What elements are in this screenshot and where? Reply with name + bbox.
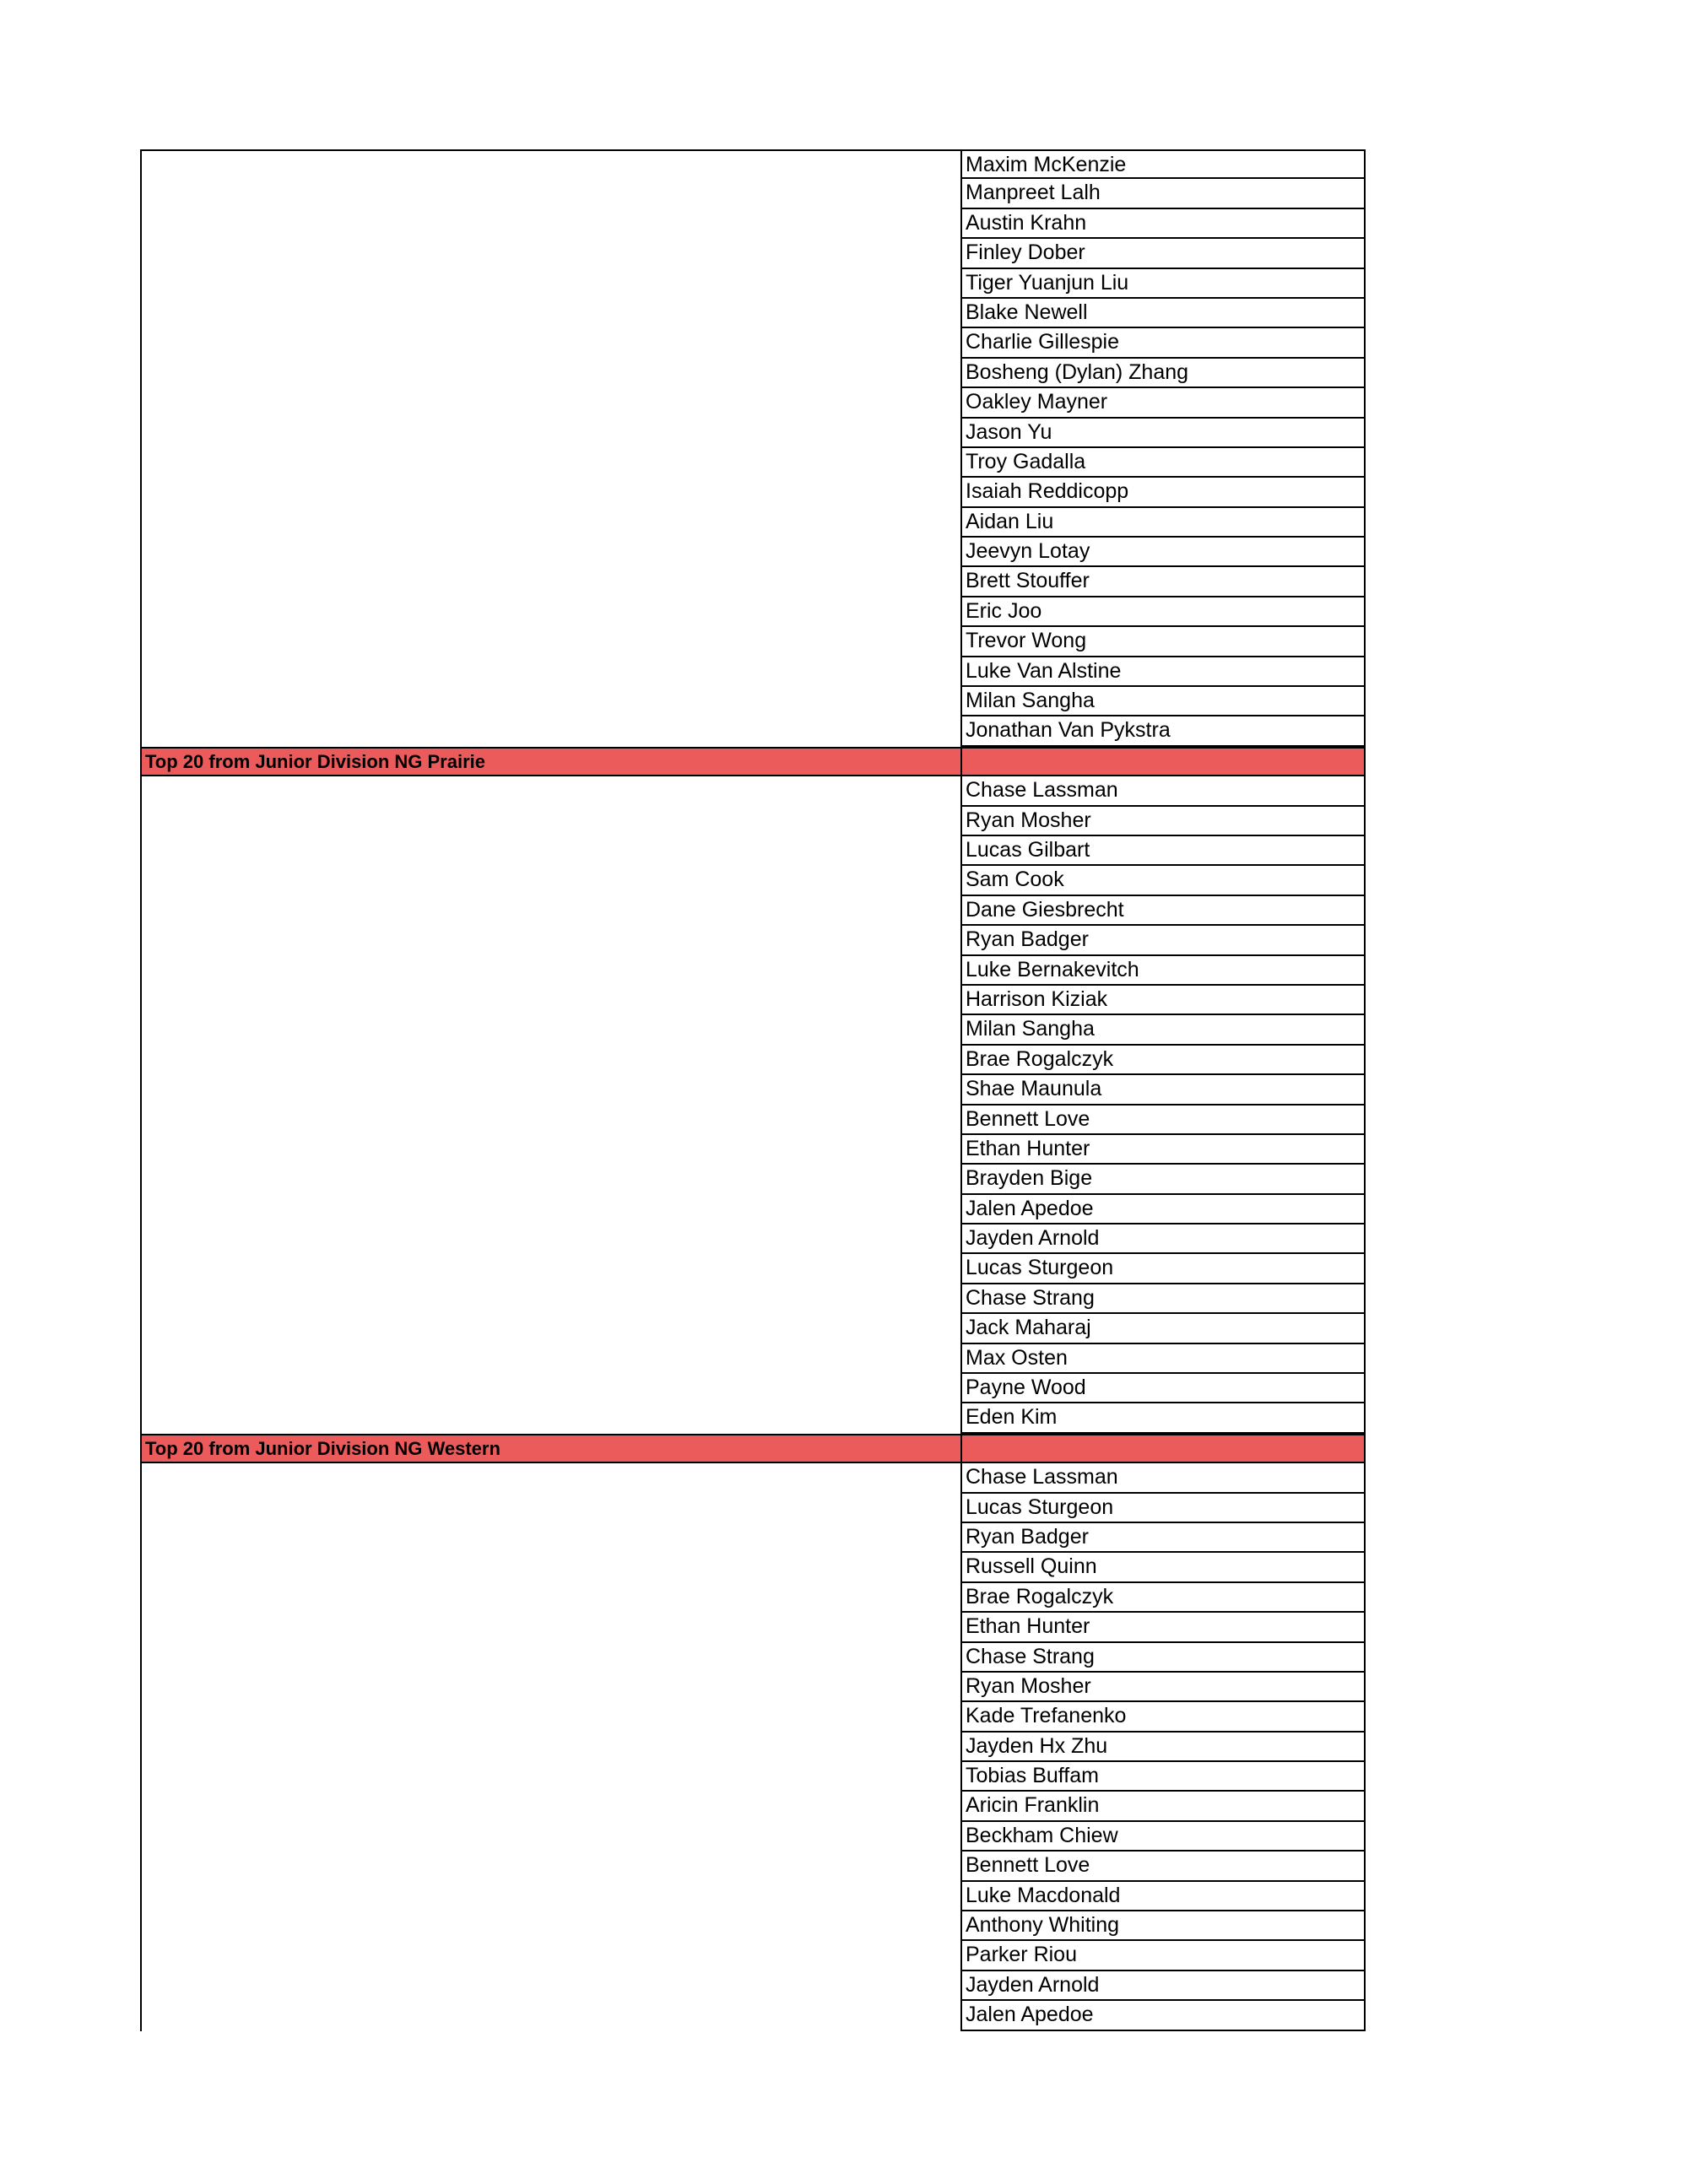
- player-name-cell: Eric Joo: [960, 597, 1366, 627]
- empty-cell: [140, 448, 960, 478]
- player-name-cell: Blake Newell: [960, 299, 1366, 328]
- empty-cell: [140, 328, 960, 358]
- empty-cell: [140, 1106, 960, 1135]
- empty-cell: [140, 1254, 960, 1284]
- player-name-cell: Kade Trefanenko: [960, 1702, 1366, 1732]
- empty-cell: [140, 419, 960, 448]
- table-row: [140, 1673, 1366, 1702]
- empty-cell: [140, 1702, 960, 1732]
- player-name-cell: Aricin Franklin: [960, 1792, 1366, 1821]
- table-row: [140, 1523, 1366, 1553]
- table-row: [140, 896, 1366, 926]
- empty-cell: [140, 2001, 960, 2030]
- table-row: [140, 926, 1366, 955]
- player-name-cell: Chase Lassman: [960, 776, 1366, 806]
- section-header-label: Top 20 from Junior Division NG Western: [140, 1435, 960, 1462]
- table-row: [140, 807, 1366, 836]
- table-row: [140, 1613, 1366, 1642]
- empty-cell: [140, 986, 960, 1015]
- table-row: [140, 239, 1366, 268]
- table-row: [140, 1015, 1366, 1045]
- player-name-cell: Brayden Bige: [960, 1165, 1366, 1194]
- empty-cell: [140, 179, 960, 208]
- table-row: [140, 716, 1366, 746]
- player-name-cell: Ethan Hunter: [960, 1135, 1366, 1165]
- table-row: [140, 1314, 1366, 1343]
- empty-cell: [140, 1882, 960, 1911]
- table-row: [140, 567, 1366, 597]
- player-name-cell: Payne Wood: [960, 1374, 1366, 1403]
- player-name-cell: Oakley Mayner: [960, 388, 1366, 418]
- table-row: [140, 1941, 1366, 1970]
- empty-cell: [140, 1941, 960, 1970]
- empty-cell: [140, 1852, 960, 1881]
- table-row: [140, 2001, 1366, 2030]
- player-name-cell: Jalen Apedoe: [960, 2001, 1366, 2030]
- player-name-cell: Lucas Sturgeon: [960, 1254, 1366, 1284]
- player-name-cell: Sam Cook: [960, 866, 1366, 895]
- player-name-cell: Chase Strang: [960, 1643, 1366, 1673]
- empty-cell: [140, 1284, 960, 1314]
- table-row: [140, 1195, 1366, 1224]
- empty-cell: [140, 1374, 960, 1403]
- player-name-cell: Ryan Mosher: [960, 807, 1366, 836]
- player-name-cell: Isaiah Reddicopp: [960, 478, 1366, 507]
- player-name-cell: Max Osten: [960, 1344, 1366, 1374]
- empty-cell: [140, 716, 960, 746]
- player-name-cell: Luke Macdonald: [960, 1882, 1366, 1911]
- table-row: [140, 627, 1366, 657]
- table-row: [140, 269, 1366, 299]
- player-name-cell: Brae Rogalczyk: [960, 1583, 1366, 1613]
- table-row: [140, 508, 1366, 538]
- empty-cell: [140, 567, 960, 597]
- table-row: [140, 1106, 1366, 1135]
- section-header-row: [140, 1434, 1366, 1463]
- table-row: [140, 1583, 1366, 1613]
- player-name-cell: Beckham Chiew: [960, 1822, 1366, 1852]
- empty-cell: [140, 359, 960, 388]
- empty-cell: [140, 1403, 960, 1433]
- player-name-cell: Dane Giesbrecht: [960, 896, 1366, 926]
- player-name-cell: Tiger Yuanjun Liu: [960, 269, 1366, 299]
- player-name-cell: Milan Sangha: [960, 1015, 1366, 1045]
- player-name-cell: Ryan Mosher: [960, 1673, 1366, 1702]
- empty-cell: [140, 1911, 960, 1941]
- empty-cell: [140, 388, 960, 418]
- empty-cell: [140, 1075, 960, 1105]
- table-row: [140, 1403, 1366, 1433]
- empty-cell: [140, 896, 960, 926]
- empty-cell: [140, 1792, 960, 1821]
- empty-cell: [140, 1314, 960, 1343]
- empty-cell: [140, 1553, 960, 1582]
- empty-cell: [140, 1523, 960, 1553]
- empty-cell: [140, 807, 960, 836]
- player-name-cell: Bennett Love: [960, 1106, 1366, 1135]
- empty-cell: [140, 239, 960, 268]
- table-row: [140, 1792, 1366, 1821]
- table-row: [140, 299, 1366, 328]
- player-name-cell: Jayden Hx Zhu: [960, 1733, 1366, 1762]
- empty-cell: [140, 1762, 960, 1792]
- player-name-cell: Chase Lassman: [960, 1463, 1366, 1493]
- empty-cell: [140, 1733, 960, 1762]
- player-name-cell: Tobias Buffam: [960, 1762, 1366, 1792]
- table-row: [140, 1882, 1366, 1911]
- table-row: [140, 1911, 1366, 1941]
- player-name-cell: Bosheng (Dylan) Zhang: [960, 359, 1366, 388]
- empty-cell: [140, 956, 960, 986]
- player-name-cell: Trevor Wong: [960, 627, 1366, 657]
- empty-cell: [140, 926, 960, 955]
- table-row: [140, 1224, 1366, 1254]
- table-row: [140, 149, 1366, 179]
- player-name-cell: Luke Bernakevitch: [960, 956, 1366, 986]
- table-row: [140, 1254, 1366, 1284]
- table-row: [140, 687, 1366, 716]
- player-name-cell: Jeevyn Lotay: [960, 538, 1366, 567]
- empty-cell: [140, 269, 960, 299]
- table-row: [140, 1075, 1366, 1105]
- table-row: [140, 1762, 1366, 1792]
- empty-cell: [140, 1463, 960, 1493]
- empty-cell: [140, 1673, 960, 1702]
- empty-cell: [140, 1046, 960, 1075]
- empty-cell: [140, 299, 960, 328]
- player-name-cell: Jalen Apedoe: [960, 1195, 1366, 1224]
- player-name-cell: Aidan Liu: [960, 508, 1366, 538]
- empty-cell: [140, 1613, 960, 1642]
- table-row: [140, 956, 1366, 986]
- player-name-cell: Maxim McKenzie: [960, 149, 1366, 179]
- player-name-cell: Finley Dober: [960, 239, 1366, 268]
- player-name-cell: Anthony Whiting: [960, 1911, 1366, 1941]
- table-row: [140, 328, 1366, 358]
- player-name-cell: Chase Strang: [960, 1284, 1366, 1314]
- table-row: [140, 419, 1366, 448]
- table-row: [140, 1702, 1366, 1732]
- table-row: [140, 478, 1366, 507]
- table-row: [140, 776, 1366, 806]
- player-name-cell: Luke Van Alstine: [960, 657, 1366, 687]
- player-name-cell: Ryan Badger: [960, 1523, 1366, 1553]
- empty-cell: [140, 1494, 960, 1523]
- empty-cell: [140, 836, 960, 866]
- empty-cell: [140, 478, 960, 507]
- section-header-label: Top 20 from Junior Division NG Prairie: [140, 749, 960, 775]
- player-name-cell: Manpreet Lalh: [960, 179, 1366, 208]
- table-row: [140, 1643, 1366, 1673]
- player-name-cell: Jonathan Van Pykstra: [960, 716, 1366, 746]
- empty-cell: [140, 149, 960, 179]
- table-row: [140, 1165, 1366, 1194]
- table-row: [140, 388, 1366, 418]
- empty-cell: [140, 1971, 960, 2001]
- table-row: [140, 1822, 1366, 1852]
- empty-cell: [140, 1195, 960, 1224]
- player-name-cell: Brett Stouffer: [960, 567, 1366, 597]
- table-row: [140, 209, 1366, 239]
- section-header-empty-cell: [960, 749, 1366, 775]
- player-name-cell: Jack Maharaj: [960, 1314, 1366, 1343]
- empty-cell: [140, 209, 960, 239]
- player-name-cell: Troy Gadalla: [960, 448, 1366, 478]
- player-name-cell: Jayden Arnold: [960, 1971, 1366, 2001]
- empty-cell: [140, 1344, 960, 1374]
- empty-cell: [140, 1583, 960, 1613]
- table-row: [140, 538, 1366, 567]
- player-name-cell: Lucas Sturgeon: [960, 1494, 1366, 1523]
- player-name-cell: Russell Quinn: [960, 1553, 1366, 1582]
- table-row: [140, 1494, 1366, 1523]
- empty-cell: [140, 1224, 960, 1254]
- empty-cell: [140, 508, 960, 538]
- empty-cell: [140, 1822, 960, 1852]
- empty-cell: [140, 687, 960, 716]
- empty-cell: [140, 866, 960, 895]
- player-name-cell: Austin Krahn: [960, 209, 1366, 239]
- empty-cell: [140, 776, 960, 806]
- table-row: [140, 1971, 1366, 2001]
- table-row: [140, 1284, 1366, 1314]
- table-row: [140, 597, 1366, 627]
- empty-cell: [140, 627, 960, 657]
- player-name-cell: Harrison Kiziak: [960, 986, 1366, 1015]
- table-row: [140, 1135, 1366, 1165]
- section-header-row: [140, 747, 1366, 776]
- table-row: [140, 866, 1366, 895]
- table-row: [140, 1046, 1366, 1075]
- table-row: [140, 1553, 1366, 1582]
- player-name-cell: Jayden Arnold: [960, 1224, 1366, 1254]
- table-row: [140, 359, 1366, 388]
- table-row: [140, 657, 1366, 687]
- table-row: [140, 179, 1366, 208]
- player-name-cell: Shae Maunula: [960, 1075, 1366, 1105]
- empty-cell: [140, 1643, 960, 1673]
- player-name-cell: Charlie Gillespie: [960, 328, 1366, 358]
- player-name-cell: Ryan Badger: [960, 926, 1366, 955]
- table-row: [140, 1463, 1366, 1493]
- table-row: [140, 986, 1366, 1015]
- player-name-cell: Brae Rogalczyk: [960, 1046, 1366, 1075]
- table-row: [140, 448, 1366, 478]
- player-name-cell: Milan Sangha: [960, 687, 1366, 716]
- table-row: [140, 1852, 1366, 1881]
- spreadsheet-page: [140, 149, 1366, 2031]
- empty-cell: [140, 1135, 960, 1165]
- player-name-cell: Eden Kim: [960, 1403, 1366, 1433]
- player-name-cell: Jason Yu: [960, 419, 1366, 448]
- player-name-cell: Parker Riou: [960, 1941, 1366, 1970]
- table-row: [140, 1344, 1366, 1374]
- empty-cell: [140, 1015, 960, 1045]
- empty-cell: [140, 1165, 960, 1194]
- empty-cell: [140, 597, 960, 627]
- empty-cell: [140, 657, 960, 687]
- table-row: [140, 836, 1366, 866]
- section-header-empty-cell: [960, 1435, 1366, 1462]
- player-name-cell: Ethan Hunter: [960, 1613, 1366, 1642]
- table-row: [140, 1374, 1366, 1403]
- table-row: [140, 1733, 1366, 1762]
- empty-cell: [140, 538, 960, 567]
- player-name-cell: Bennett Love: [960, 1852, 1366, 1881]
- player-name-cell: Lucas Gilbart: [960, 836, 1366, 866]
